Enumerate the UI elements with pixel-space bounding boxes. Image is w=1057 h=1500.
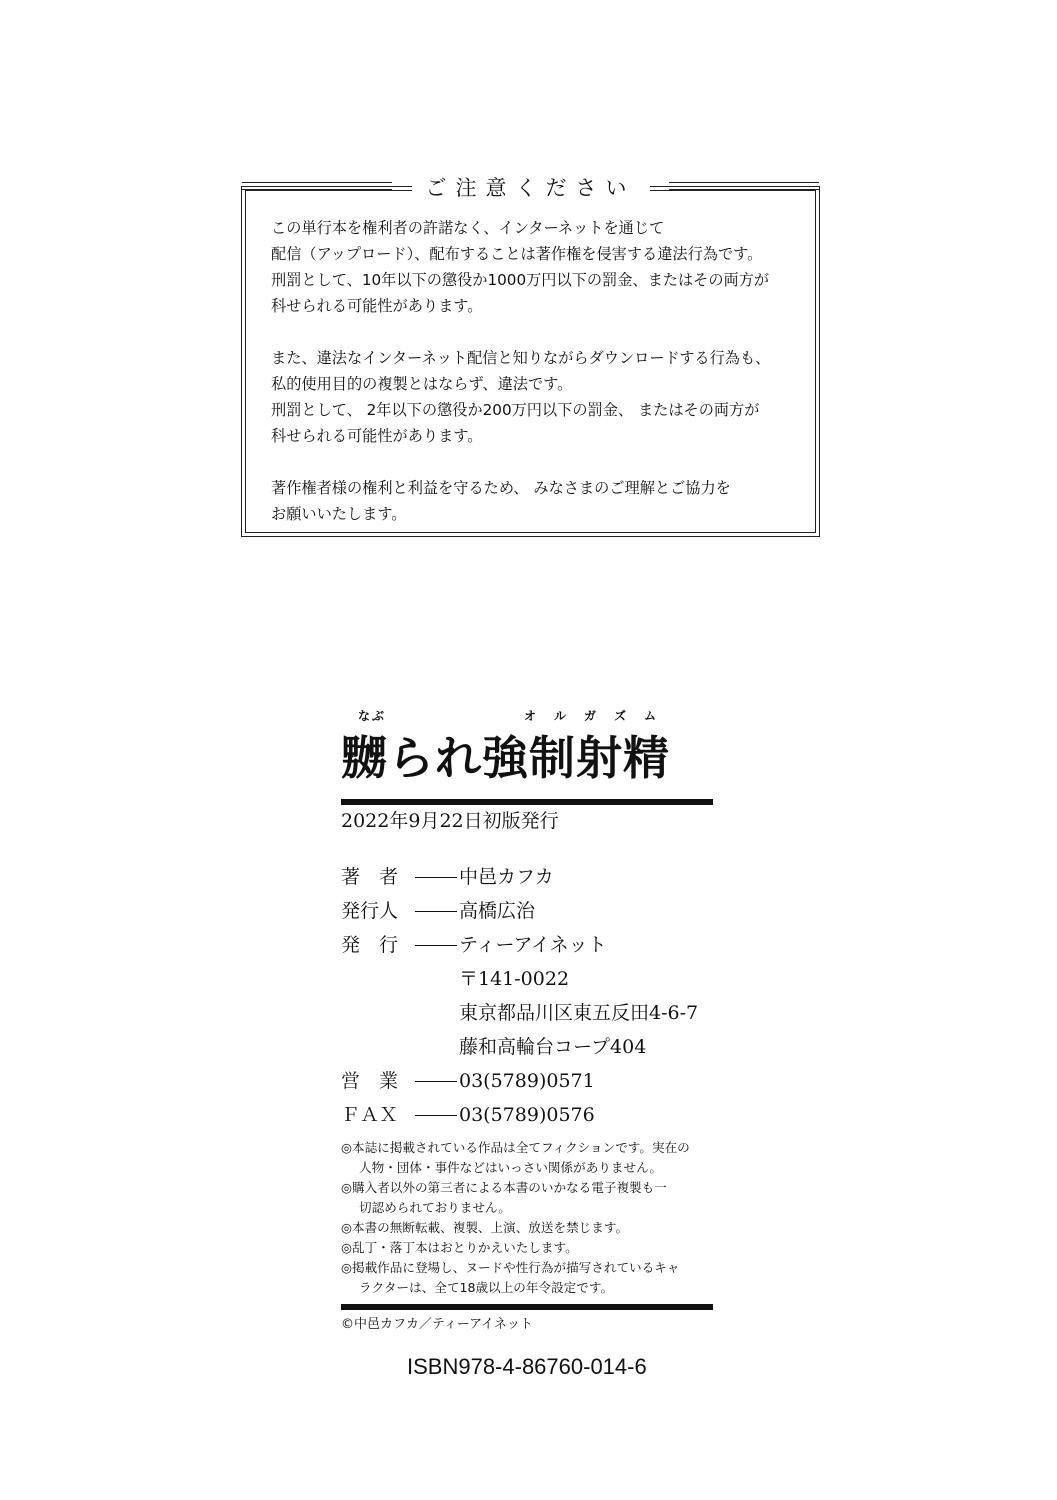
- note-line: ◎本誌に掲載されている作品は全てフィクションです。実在の: [341, 1140, 690, 1155]
- notice-line: この単行本を権利者の許諾なく、インターネットを通じて: [271, 219, 665, 237]
- title-divider: [341, 799, 713, 805]
- credit-dash: [413, 1064, 459, 1098]
- note-line: ◎掲載作品に登場し、ヌードや性行為が描写されているキャ: [341, 1260, 680, 1275]
- notice-line: 刑罰として、10年以下の懲役か1000万円以下の罰金、またはその両方が: [271, 271, 770, 289]
- header-rule-left: [242, 182, 392, 190]
- note-line: 切認められておりません。: [359, 1200, 511, 1215]
- notice-line: 科せられる可能性があります。: [271, 427, 483, 445]
- publication-date: 2022年9月22日初版発行: [341, 810, 559, 832]
- header-rule-right: [669, 182, 819, 190]
- note-line: ◎購入者以外の第三者による本書のいかなる電子複製も一: [341, 1180, 667, 1195]
- address-line: 藤和高輪台コープ404: [459, 1036, 647, 1058]
- credit-label: 発行人: [341, 900, 399, 922]
- sales-phone: 03(5789)0571: [459, 1070, 595, 1092]
- colophon: [341, 705, 713, 1384]
- notice-line: 科せられる可能性があります。: [271, 297, 483, 315]
- author-name: 中邑カフカ: [459, 866, 554, 888]
- credit-publisher-person: [341, 894, 713, 928]
- credits: [341, 860, 713, 1132]
- credit-dash: [413, 860, 459, 894]
- ruby-orgasm: オルガズム: [524, 709, 675, 723]
- bottom-divider: [341, 1304, 713, 1310]
- notice-line: 配信（アップロード）、配布することは著作権を侵害する違法行為です。: [271, 245, 763, 263]
- notice-paragraph: [271, 475, 799, 527]
- notice-line: また、違法なインターネット配信と知りながらダウンロードする行為も、: [271, 349, 771, 367]
- note-line: ◎本書の無断転載、複製、上演、放送を禁じます。: [341, 1220, 629, 1235]
- credit-sales: [341, 1064, 713, 1098]
- credit-label: 発 行: [341, 934, 399, 956]
- notice-paragraph: [271, 345, 799, 449]
- notice-line: 著作権者様の権利と利益を守るため、 みなさまのご理解とご協力を: [271, 479, 731, 497]
- notice-line: 私的使用目的の複製とはならず、違法です。: [271, 375, 573, 393]
- notice-line: お願いいたします。: [271, 505, 407, 523]
- notice-line: 刑罰として、 2年以下の懲役か200万円以下の罰金、 またはその両方が: [271, 401, 760, 419]
- postal-code: 〒141-0022: [459, 968, 570, 990]
- isbn: ISBN978-4-86760-014-6: [407, 1354, 647, 1379]
- notice-paragraph: [271, 215, 799, 319]
- credit-dash: [413, 1098, 459, 1132]
- note-line: 人物・団体・事件などはいっさい関係がありません。: [359, 1160, 663, 1175]
- publisher-name: ティーアイネット: [459, 934, 607, 956]
- credit-dash: [413, 928, 459, 962]
- credit-label: 著 者: [341, 866, 399, 888]
- copyright: ©中邑カフカ／ティーアイネット: [341, 1317, 533, 1332]
- notice-box: [241, 176, 820, 537]
- credit-author: [341, 860, 713, 894]
- notice-body: [271, 215, 799, 527]
- notice-header: [242, 175, 819, 199]
- address-line: 東京都品川区東五反田4-6-7: [459, 1002, 699, 1024]
- credit-fax: [341, 1098, 713, 1132]
- ruby-nabu: なぶ: [358, 709, 387, 723]
- title-ruby: [341, 705, 713, 727]
- book-title: 嬲られ強制射精: [341, 731, 670, 785]
- note-line: ラクターは、全て18歳以上の年令設定です。: [359, 1280, 614, 1295]
- credit-dash: [413, 894, 459, 928]
- publisher-person-name: 高橋広治: [459, 900, 536, 922]
- note-line: ◎乱丁・落丁本はおとりかえいたします。: [341, 1240, 578, 1255]
- credit-publisher: [341, 928, 713, 962]
- notice-title: ご注意ください: [412, 172, 650, 202]
- legal-notes: [341, 1138, 713, 1298]
- credit-label: 営 業: [341, 1070, 399, 1092]
- fax-number: 03(5789)0576: [459, 1104, 595, 1126]
- credit-label: ＦＡＸ: [341, 1104, 399, 1126]
